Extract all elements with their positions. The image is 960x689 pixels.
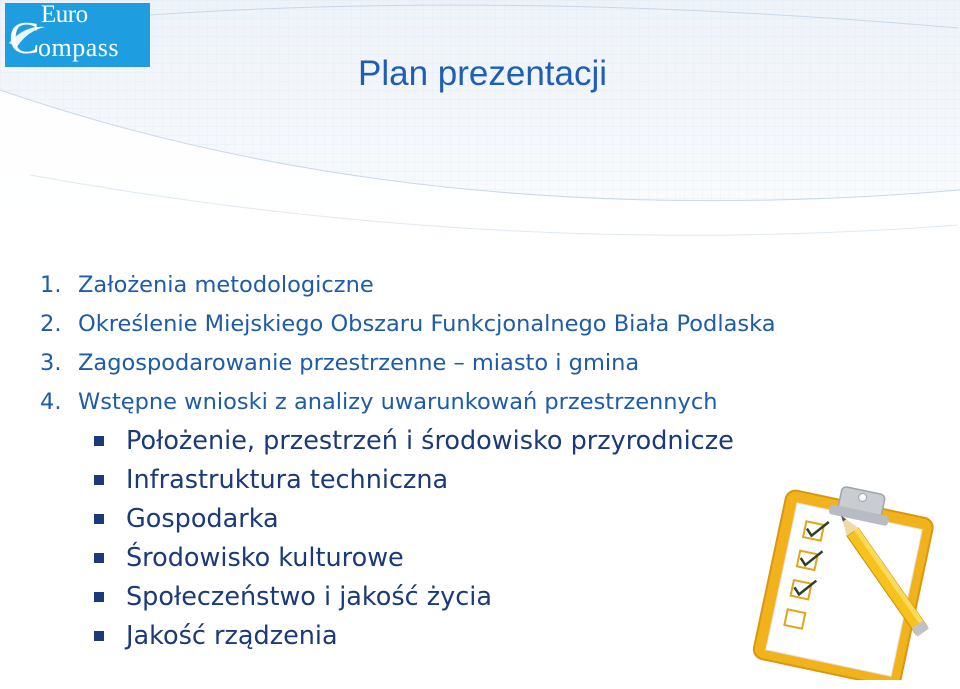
agenda-item (40, 344, 776, 383)
agenda-item-text: Określenie Miejskiego Obszaru Funkcjonalnego Biała Podlaska (78, 311, 776, 337)
square-bullet-icon (94, 592, 104, 602)
slide-title: Plan prezentacji (358, 54, 608, 93)
agenda-item-text: Założenia metodologiczne (78, 272, 374, 298)
agenda-item-number: 2. (40, 311, 62, 337)
subitem-text: Gospodarka (126, 504, 279, 534)
square-bullet-icon (94, 631, 104, 641)
agenda-list (40, 266, 776, 422)
agenda-item-text: Wstępne wnioski z analizy uwarunkowań przestrzennych (78, 389, 718, 415)
subitem-text: Jakość rządzenia (126, 621, 338, 651)
square-bullet-icon (94, 436, 104, 446)
logo-letter-c: C (9, 12, 40, 63)
subitem (94, 617, 734, 656)
subitem (94, 539, 734, 578)
logo-text-euro: Euro (41, 1, 88, 28)
subitem (94, 422, 734, 461)
agenda-item-number: 4. (40, 389, 62, 415)
agenda-item (40, 383, 776, 422)
agenda-item-number: 1. (40, 272, 62, 298)
subitem-text: Położenie, przestrzeń i środowisko przyrodnicze (126, 426, 734, 456)
agenda-item (40, 305, 776, 344)
subitem-list (94, 422, 734, 656)
agenda-item-number: 3. (40, 350, 62, 376)
checklist-clipboard-icon (735, 480, 950, 680)
euro-compass-logo (5, 3, 150, 67)
square-bullet-icon (94, 553, 104, 563)
subitem-text: Infrastruktura techniczna (126, 465, 449, 495)
square-bullet-icon (94, 514, 104, 524)
subitem-text: Środowisko kulturowe (126, 543, 404, 573)
subitem (94, 578, 734, 617)
square-bullet-icon (94, 475, 104, 485)
subitem-text: Społeczeństwo i jakość życia (126, 582, 492, 612)
agenda-item-text: Zagospodarowanie przestrzenne – miasto i gmina (78, 350, 640, 376)
subitem (94, 500, 734, 539)
logo-text-ompass: ompass (38, 33, 119, 62)
subitem (94, 461, 734, 500)
agenda-item (40, 266, 776, 305)
